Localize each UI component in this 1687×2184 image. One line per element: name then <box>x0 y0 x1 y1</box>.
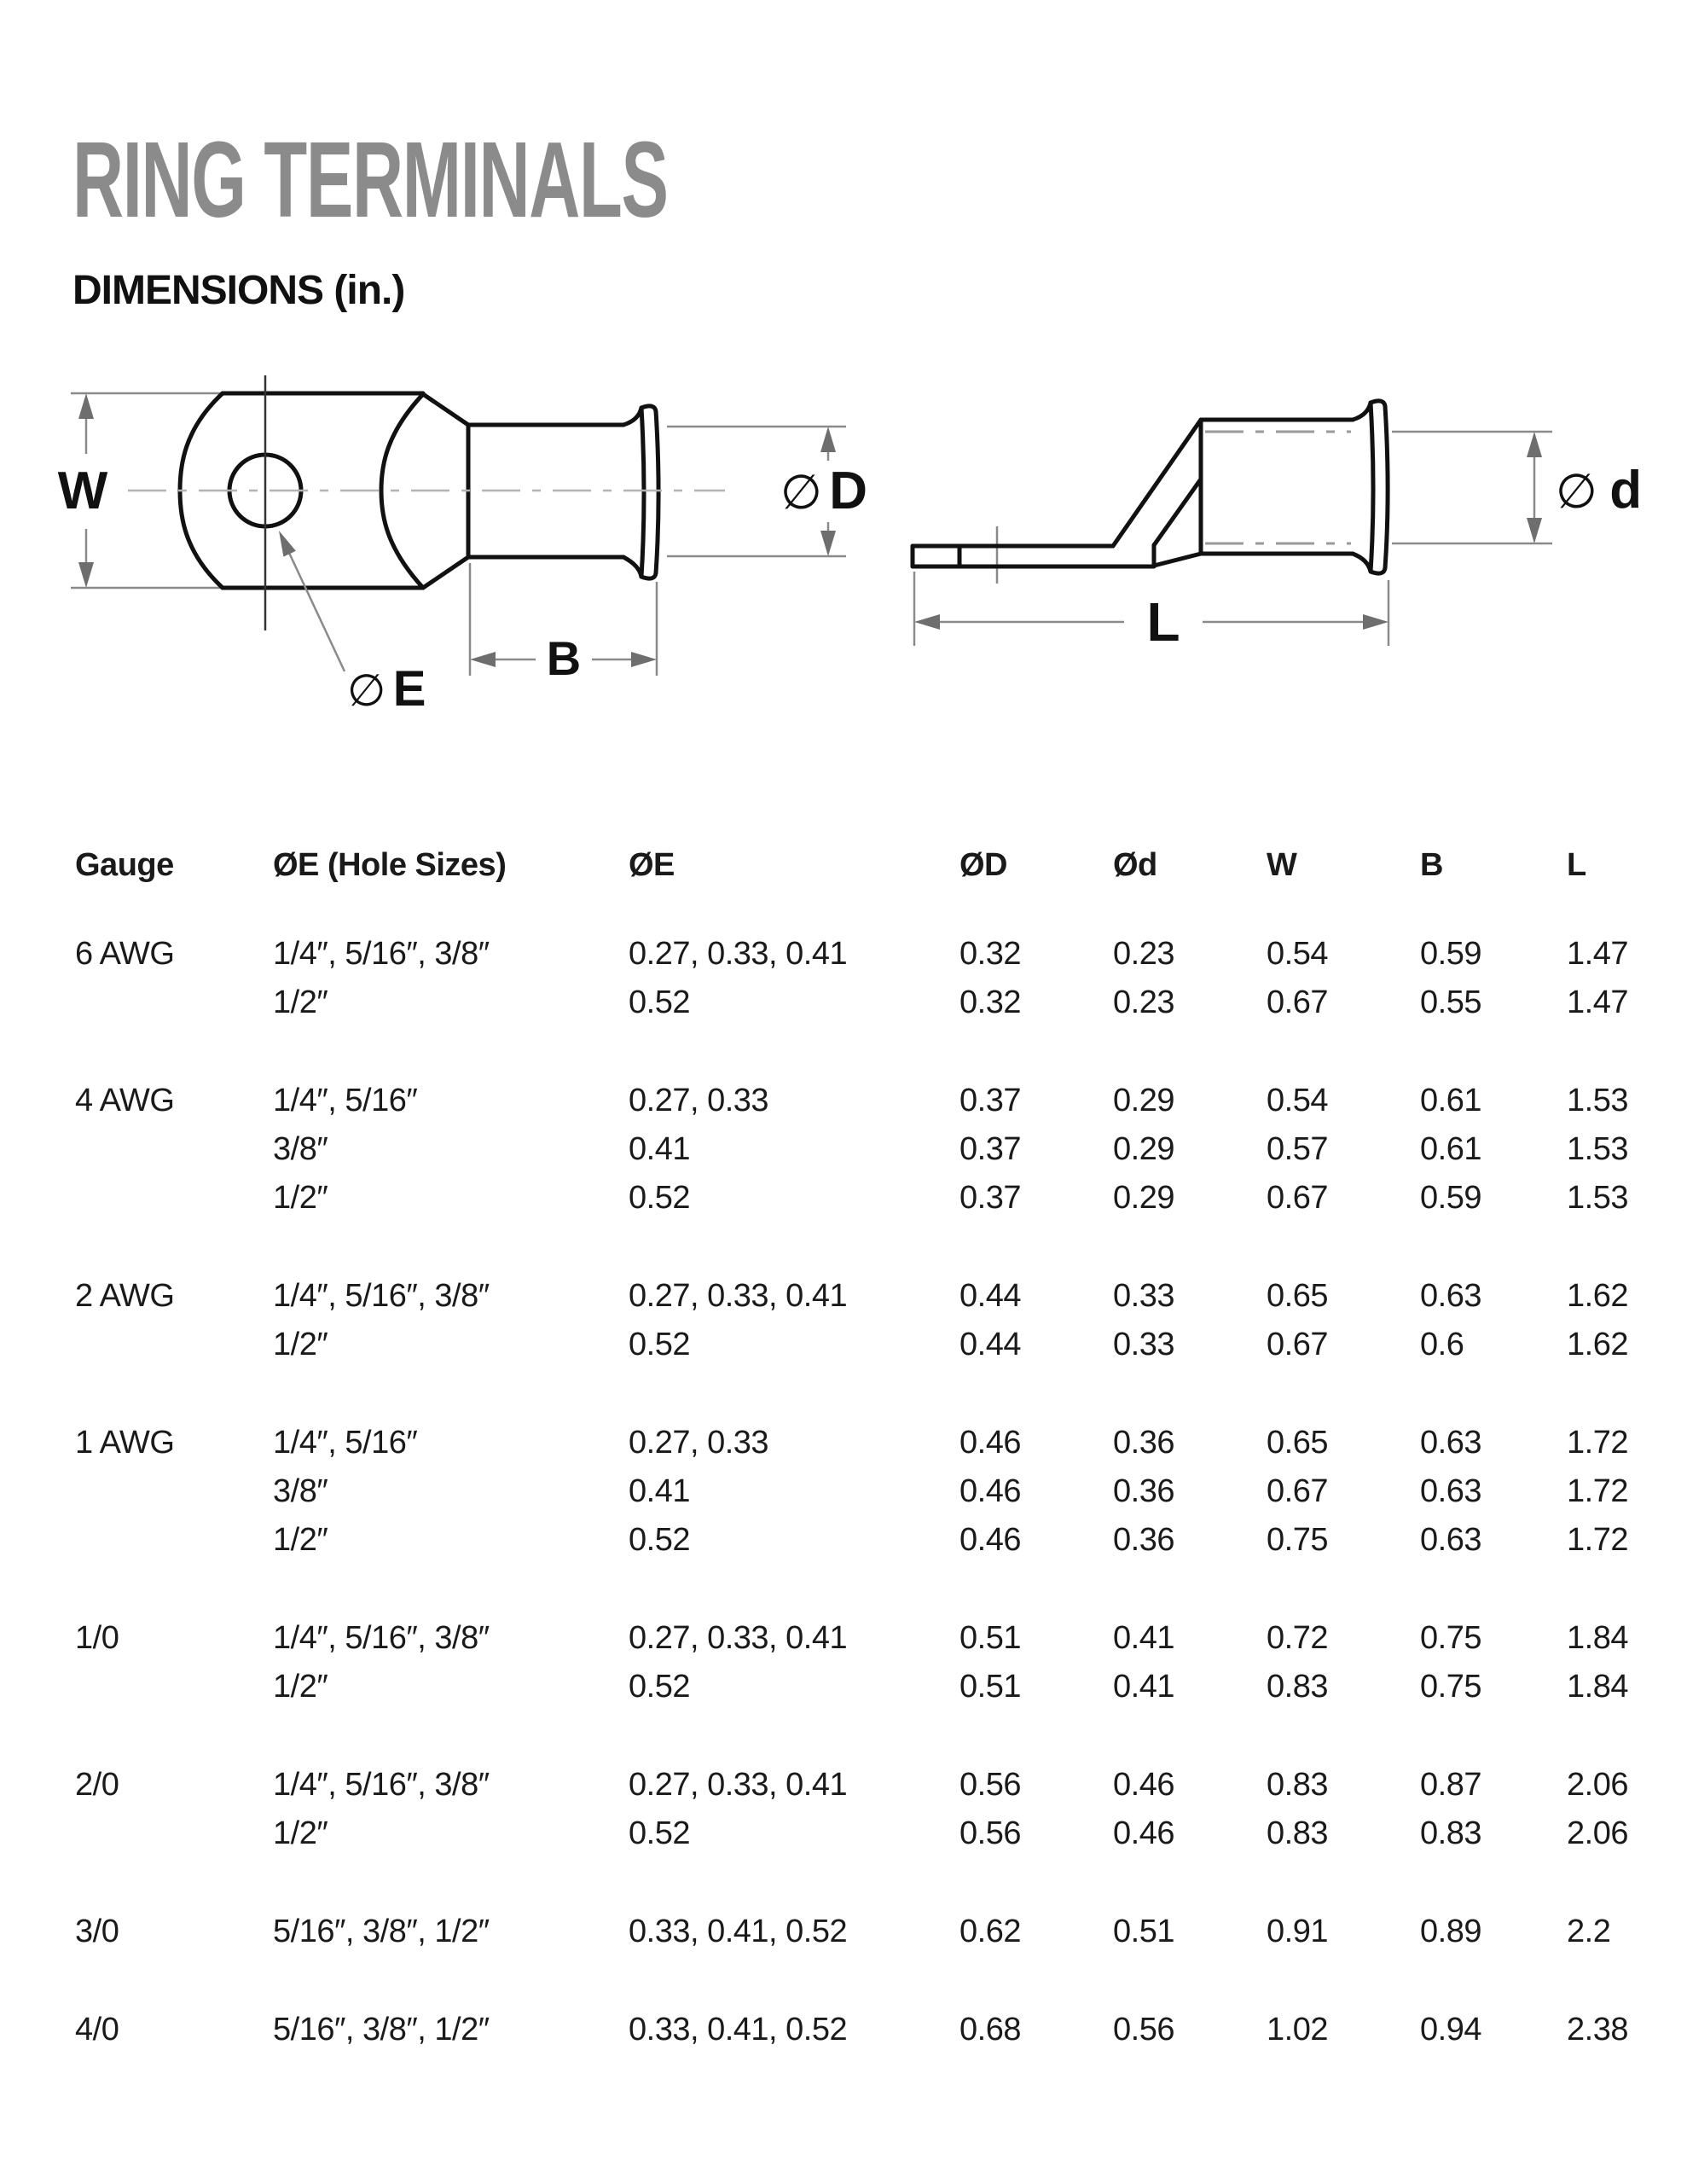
cell-b: 0.59 <box>1420 1179 1481 1216</box>
cell-hole-sizes: 1/4″, 5/16″, 3/8″ <box>273 1766 490 1803</box>
cell-od-small: 0.51 <box>1113 1913 1174 1949</box>
cell-w: 0.83 <box>1267 1668 1328 1705</box>
cell-od: 0.62 <box>959 1913 1021 1949</box>
cell-w: 0.91 <box>1267 1913 1328 1949</box>
cell-b: 0.6 <box>1420 1326 1464 1362</box>
cell-b: 0.89 <box>1420 1913 1481 1949</box>
cell-oe: 0.27, 0.33, 0.41 <box>629 1766 848 1803</box>
cell-oe: 0.52 <box>629 1815 690 1851</box>
cell-w: 0.67 <box>1267 1326 1328 1362</box>
cell-l: 2.06 <box>1567 1815 1628 1851</box>
table-row <box>75 1663 1687 1711</box>
gauge-group-3-0 <box>75 1908 1687 1956</box>
cell-oe: 0.27, 0.33, 0.41 <box>629 1277 848 1314</box>
cell-w: 0.54 <box>1267 1082 1328 1118</box>
cell-od-small: 0.56 <box>1113 2011 1174 2048</box>
cell-od-small: 0.29 <box>1113 1130 1174 1167</box>
cell-od-small: 0.46 <box>1113 1815 1174 1851</box>
cell-hole-sizes: 5/16″, 3/8″, 1/2″ <box>273 2011 490 2048</box>
cell-oe: 0.33, 0.41, 0.52 <box>629 1913 848 1949</box>
cell-hole-sizes: 1/4″, 5/16″, 3/8″ <box>273 935 490 972</box>
cell-l: 1.53 <box>1567 1082 1628 1118</box>
cell-od-small: 0.29 <box>1113 1082 1174 1118</box>
gauge-group-2-awg <box>75 1272 1687 1369</box>
cell-gauge: 1/0 <box>75 1619 119 1656</box>
header-w: W <box>1267 847 1297 884</box>
cell-b: 0.87 <box>1420 1766 1481 1803</box>
cell-od: 0.46 <box>959 1424 1021 1461</box>
cell-od: 0.37 <box>959 1179 1021 1216</box>
table-row <box>75 1467 1687 1516</box>
dimensions-table <box>75 847 1687 2104</box>
cell-od-small: 0.36 <box>1113 1472 1174 1509</box>
cell-w: 0.67 <box>1267 1472 1328 1509</box>
cell-hole-sizes: 1/4″, 5/16″ <box>273 1082 418 1118</box>
cell-b: 0.63 <box>1420 1521 1481 1558</box>
table-row <box>75 1614 1687 1663</box>
cell-l: 1.53 <box>1567 1179 1628 1216</box>
cell-od: 0.46 <box>959 1521 1021 1558</box>
cell-l: 1.62 <box>1567 1277 1628 1314</box>
cell-b: 0.83 <box>1420 1815 1481 1851</box>
cell-l: 1.72 <box>1567 1521 1628 1558</box>
header-gauge: Gauge <box>75 847 174 884</box>
cell-od: 0.44 <box>959 1326 1021 1362</box>
cell-hole-sizes: 1/2″ <box>273 984 328 1020</box>
cell-l: 1.84 <box>1567 1619 1628 1656</box>
cell-b: 0.75 <box>1420 1619 1481 1656</box>
dimension-b <box>470 631 657 685</box>
cell-oe: 0.27, 0.33 <box>629 1082 769 1118</box>
cell-hole-sizes: 3/8″ <box>273 1472 328 1509</box>
cell-od-small: 0.29 <box>1113 1179 1174 1216</box>
cell-b: 0.75 <box>1420 1668 1481 1705</box>
cell-od-small: 0.41 <box>1113 1668 1174 1705</box>
header-od-small: Ød <box>1113 847 1157 884</box>
cell-hole-sizes: 5/16″, 3/8″, 1/2″ <box>273 1913 490 1949</box>
cell-oe: 0.33, 0.41, 0.52 <box>629 2011 848 2048</box>
table-row <box>75 979 1687 1027</box>
cell-hole-sizes: 1/2″ <box>273 1668 328 1705</box>
cell-oe: 0.52 <box>629 1179 690 1216</box>
dimension-w <box>58 393 108 588</box>
table-row <box>75 1272 1687 1321</box>
gauge-group-2-0 <box>75 1761 1687 1858</box>
cell-b: 0.61 <box>1420 1130 1481 1167</box>
cell-hole-sizes: 1/2″ <box>273 1326 328 1362</box>
ring-terminal-top-view-diagram <box>47 363 874 729</box>
dimension-od-small <box>1527 432 1642 543</box>
cell-od: 0.56 <box>959 1766 1021 1803</box>
label-l: L <box>1146 591 1180 653</box>
cell-hole-sizes: 1/4″, 5/16″ <box>273 1424 418 1461</box>
cell-l: 2.2 <box>1567 1913 1611 1949</box>
cell-od: 0.37 <box>959 1082 1021 1118</box>
table-header-row <box>75 847 1687 885</box>
cell-hole-sizes: 1/2″ <box>273 1521 328 1558</box>
cell-b: 0.63 <box>1420 1277 1481 1314</box>
cell-oe: 0.52 <box>629 1521 690 1558</box>
gauge-group-4-0 <box>75 2006 1687 2054</box>
cell-od-small: 0.23 <box>1113 984 1174 1020</box>
label-oe: ∅ E <box>347 661 426 717</box>
label-b: B <box>546 631 582 685</box>
gauge-group-4-awg <box>75 1077 1687 1223</box>
gauge-group-1-awg <box>75 1419 1687 1565</box>
cell-b: 0.94 <box>1420 2011 1481 2048</box>
cell-od: 0.46 <box>959 1472 1021 1509</box>
section-subtitle: DIMENSIONS (in.) <box>72 268 405 313</box>
page-title: RING TERMINALS <box>72 119 668 240</box>
cell-l: 1.53 <box>1567 1130 1628 1167</box>
cell-oe: 0.52 <box>629 1668 690 1705</box>
cell-w: 0.72 <box>1267 1619 1328 1656</box>
cell-gauge: 2/0 <box>75 1766 119 1803</box>
cell-od-small: 0.33 <box>1113 1326 1174 1362</box>
cell-b: 0.63 <box>1420 1472 1481 1509</box>
cell-gauge: 4/0 <box>75 2011 119 2048</box>
header-od: ØD <box>959 847 1007 884</box>
dimension-od <box>780 427 867 556</box>
table-row <box>75 2006 1687 2054</box>
cell-gauge: 3/0 <box>75 1913 119 1949</box>
header-b: B <box>1420 847 1443 884</box>
table-row <box>75 1077 1687 1125</box>
cell-b: 0.63 <box>1420 1424 1481 1461</box>
cell-gauge: 2 AWG <box>75 1277 175 1314</box>
cell-b: 0.61 <box>1420 1082 1481 1118</box>
cell-l: 1.72 <box>1567 1472 1628 1509</box>
cell-w: 0.54 <box>1267 935 1328 972</box>
cell-l: 1.84 <box>1567 1668 1628 1705</box>
cell-oe: 0.27, 0.33, 0.41 <box>629 1619 848 1656</box>
cell-l: 1.47 <box>1567 984 1628 1020</box>
cell-od: 0.51 <box>959 1619 1021 1656</box>
bore-lines <box>1205 432 1351 543</box>
cell-oe: 0.27, 0.33, 0.41 <box>629 935 848 972</box>
header-hole-sizes: ØE (Hole Sizes) <box>273 847 507 884</box>
cell-gauge: 4 AWG <box>75 1082 175 1118</box>
cell-od-small: 0.46 <box>1113 1766 1174 1803</box>
cell-od-small: 0.33 <box>1113 1277 1174 1314</box>
table-row <box>75 1419 1687 1467</box>
cell-b: 0.59 <box>1420 935 1481 972</box>
cell-oe: 0.52 <box>629 1326 690 1362</box>
cell-l: 1.62 <box>1567 1326 1628 1362</box>
table-body <box>75 930 1687 2054</box>
cell-b: 0.55 <box>1420 984 1481 1020</box>
cell-w: 1.02 <box>1267 2011 1328 2048</box>
dimension-l <box>914 591 1388 653</box>
cell-od: 0.37 <box>959 1130 1021 1167</box>
cell-hole-sizes: 1/2″ <box>273 1815 328 1851</box>
cell-gauge: 1 AWG <box>75 1424 175 1461</box>
cell-w: 0.75 <box>1267 1521 1328 1558</box>
cell-hole-sizes: 3/8″ <box>273 1130 328 1167</box>
cell-hole-sizes: 1/4″, 5/16″, 3/8″ <box>273 1619 490 1656</box>
table-row <box>75 930 1687 979</box>
cell-w: 0.57 <box>1267 1130 1328 1167</box>
cell-gauge: 6 AWG <box>75 935 175 972</box>
cell-od: 0.32 <box>959 984 1021 1020</box>
ring-terminal-side-view-diagram <box>887 363 1672 729</box>
table-row <box>75 1761 1687 1809</box>
gauge-group-1-0 <box>75 1614 1687 1711</box>
cell-l: 2.38 <box>1567 2011 1628 2048</box>
table-row <box>75 1908 1687 1956</box>
cell-oe: 0.27, 0.33 <box>629 1424 769 1461</box>
cell-od: 0.56 <box>959 1815 1021 1851</box>
cell-hole-sizes: 1/4″, 5/16″, 3/8″ <box>273 1277 490 1314</box>
table-row <box>75 1174 1687 1223</box>
table-row <box>75 1809 1687 1858</box>
centerlines <box>128 375 725 630</box>
table-row <box>75 1125 1687 1174</box>
cell-w: 0.65 <box>1267 1277 1328 1314</box>
cell-od: 0.32 <box>959 935 1021 972</box>
dimension-oe <box>279 531 426 717</box>
label-w: W <box>57 462 108 520</box>
cell-od-small: 0.36 <box>1113 1424 1174 1461</box>
table-row <box>75 1321 1687 1369</box>
cell-oe: 0.52 <box>629 984 690 1020</box>
cell-l: 2.06 <box>1567 1766 1628 1803</box>
cell-od: 0.68 <box>959 2011 1021 2048</box>
terminal-outline-side-view <box>913 401 1388 573</box>
cell-w: 0.83 <box>1267 1766 1328 1803</box>
label-od: ∅ D <box>780 462 868 520</box>
label-od-small: ∅ d <box>1556 461 1643 520</box>
cell-w: 0.67 <box>1267 984 1328 1020</box>
cell-od: 0.51 <box>959 1668 1021 1705</box>
cell-w: 0.67 <box>1267 1179 1328 1216</box>
cell-w: 0.65 <box>1267 1424 1328 1461</box>
cell-od-small: 0.23 <box>1113 935 1174 972</box>
dimension-extension-lines <box>914 432 1552 646</box>
table-row <box>75 1516 1687 1565</box>
cell-oe: 0.41 <box>629 1472 690 1509</box>
cell-hole-sizes: 1/2″ <box>273 1179 328 1216</box>
cell-od: 0.44 <box>959 1277 1021 1314</box>
cell-od-small: 0.36 <box>1113 1521 1174 1558</box>
header-oe: ØE <box>629 847 675 884</box>
cell-l: 1.47 <box>1567 935 1628 972</box>
cell-oe: 0.41 <box>629 1130 690 1167</box>
gauge-group-6-awg <box>75 930 1687 1027</box>
cell-od-small: 0.41 <box>1113 1619 1174 1656</box>
cell-w: 0.83 <box>1267 1815 1328 1851</box>
cell-l: 1.72 <box>1567 1424 1628 1461</box>
header-l: L <box>1567 847 1586 884</box>
